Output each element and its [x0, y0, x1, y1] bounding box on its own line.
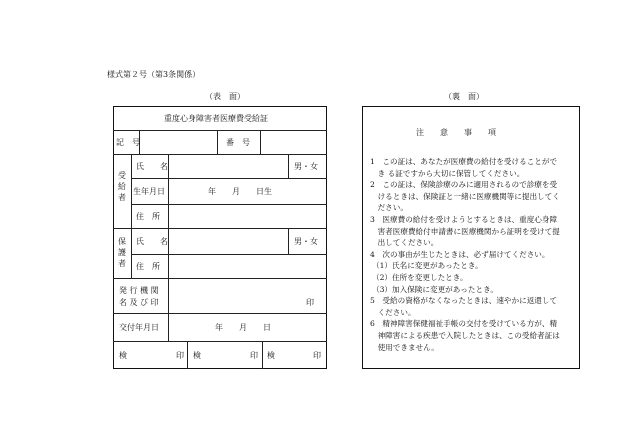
recipient-name-label: 氏 名: [136, 162, 168, 171]
inspection-2-seal: 印: [250, 351, 258, 360]
row-divider: [131, 204, 327, 205]
col-divider: [288, 228, 289, 254]
row-divider: [131, 254, 327, 255]
guardian-label: 保護者: [118, 237, 126, 268]
note-line: き る証ですから大切に保管してください。: [370, 168, 525, 178]
recipient-address-label: 住 所: [136, 212, 160, 221]
note-line: 6 精神障害保健福祉手帳の交付を受けている方が、精: [370, 319, 558, 329]
row-divider: [113, 313, 327, 314]
row-divider: [113, 341, 327, 342]
recipient-sex-label: 男・女: [294, 162, 318, 171]
issue-date-fields: 年 月 日: [215, 323, 271, 332]
notes-title: 注 意 事 項: [416, 128, 496, 137]
inspection-3-seal: 印: [313, 351, 321, 360]
issue-date-label: 交付年月日: [119, 323, 159, 332]
col-divider: [168, 278, 169, 341]
inspection-1-label: 検: [119, 351, 127, 360]
issuer-label-line1: 発 行 機 関: [119, 286, 159, 295]
col-divider: [260, 130, 261, 154]
note-line: 使用できません。: [370, 342, 439, 352]
note-line: 出してください。: [370, 238, 439, 248]
inspection-1-seal: 印: [176, 351, 184, 360]
note-line: （1）氏名に変更があったとき。: [372, 261, 483, 271]
col-divider: [131, 154, 132, 278]
col-divider: [217, 130, 218, 154]
note-line: 1 この証は、あなたが医療費の給付を受けることがで: [370, 157, 558, 166]
card-title: 重度心身障害者医療費受給証: [164, 114, 268, 123]
back-side-label: （裏 面）: [444, 92, 484, 101]
col-divider: [168, 154, 169, 278]
note-line: 害者医療費給付申請書に医療機関から証明を受けて提: [370, 226, 560, 236]
col-divider: [262, 341, 263, 369]
note-line: ださい。: [370, 203, 408, 213]
row-divider: [113, 278, 327, 279]
front-side-label: （表 面）: [205, 92, 245, 101]
recipient-label: 受給者: [118, 171, 126, 202]
issuer-label-line2: 名 及 び 印: [119, 298, 159, 307]
note-line: けるときは、保険証と一緒に医療機関等に提出してく: [370, 191, 560, 201]
row-divider: [113, 228, 327, 229]
note-line: ください。: [370, 307, 416, 317]
guardian-address-label: 住 所: [136, 262, 160, 271]
inspection-2-label: 検: [193, 351, 201, 360]
guardian-sex-label: 男・女: [294, 237, 318, 246]
col-divider: [187, 341, 188, 369]
birth-date-label: 生年月日: [133, 187, 165, 196]
birth-date-fields: 年 月 日生: [208, 187, 272, 196]
form-number: 様式第２号（第3条関係）: [107, 70, 201, 79]
note-line: 5 受給の資格がなくなったときは、速やかに返還して: [370, 296, 558, 306]
note-line: 2 この証は、保険診療のみに適用されるので診療を受: [370, 180, 558, 190]
issuer-seal: 印: [306, 298, 314, 307]
row-divider: [131, 178, 327, 179]
col-divider: [288, 154, 289, 178]
note-line: 4 次の事由が生じたときは、必ず届けてください。: [370, 249, 550, 259]
note-line: 神障害による疾患で入院したときは、この受給者証は: [370, 331, 560, 340]
kigo-label: 記 号: [116, 138, 140, 147]
row-divider: [113, 130, 327, 131]
row-divider: [113, 154, 327, 155]
note-line: （2）住所を変更したとき。: [372, 273, 468, 282]
note-line: 3 医療費の給付を受けようとするときは、重度心身障: [370, 215, 558, 224]
guardian-name-label: 氏 名: [136, 237, 168, 246]
bango-label: 番 号: [226, 138, 250, 147]
inspection-3-label: 検: [267, 351, 275, 360]
note-line: （3）加入保険に変更があったとき。: [372, 284, 498, 294]
